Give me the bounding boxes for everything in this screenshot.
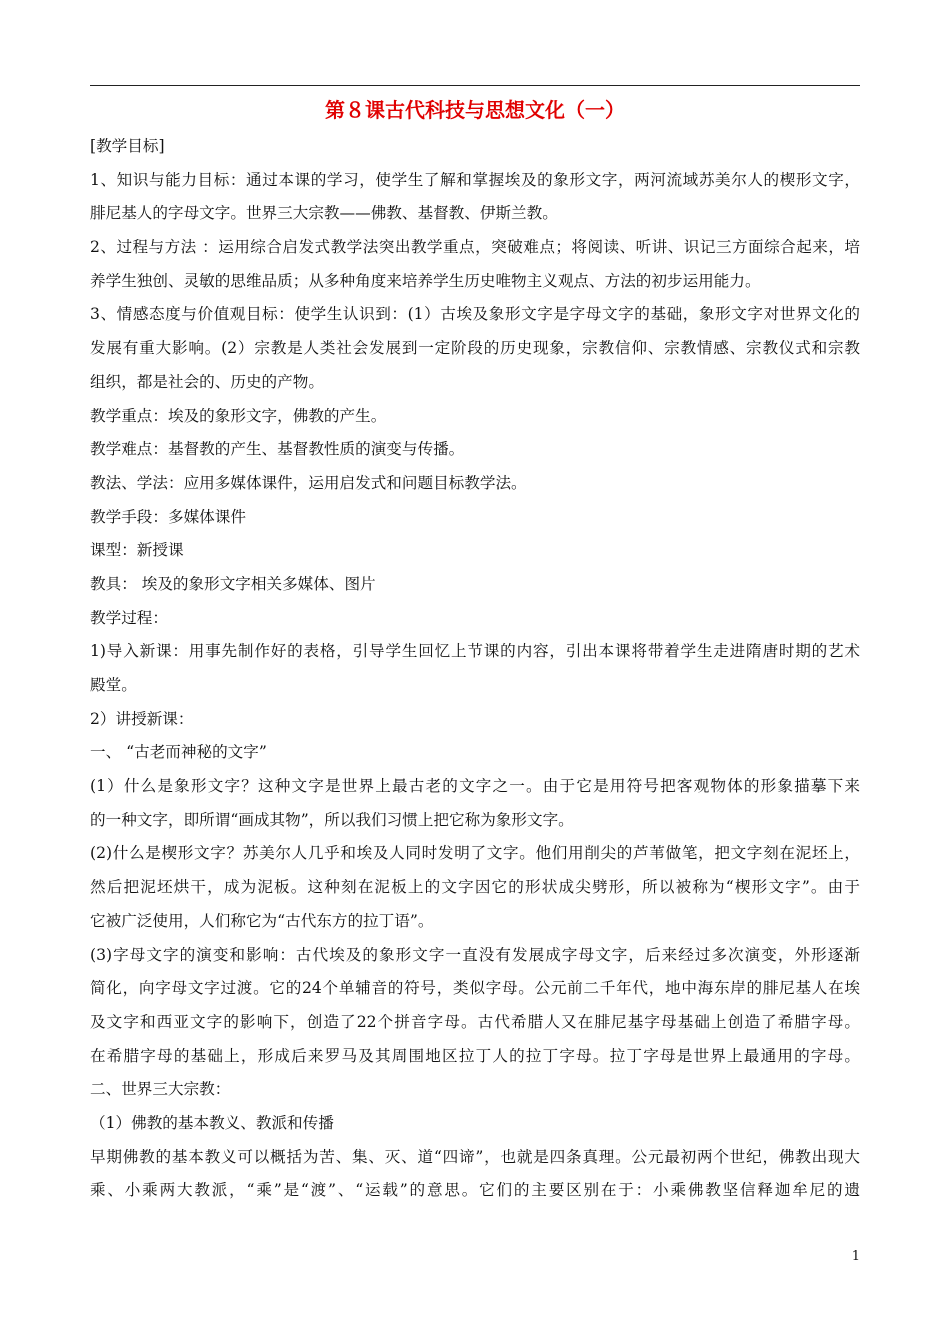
text-line: 2）讲授新课： <box>90 709 194 728</box>
text-line: [教学目标] <box>90 137 165 155</box>
text-line: 殿堂。 <box>90 676 137 694</box>
text-line: (2)什么是楔形文字？苏美尔人几乎和埃及人同时发明了文字。他们用削尖的芦苇做笔，把文字刻在泥坯上， <box>90 844 860 863</box>
text-line: 简化，向字母文字过渡。它的24个单辅音的符号，类似字母。公元前二千年代，地中海东岸的腓尼基人在埃 <box>90 979 860 998</box>
text-line: (1）什么是象形文字？这种文字是世界上最古老的文字之一。由于它是用符号把客观物体的形象描摹下来 <box>90 777 860 796</box>
text-line: 腓尼基人的字母文字。世界三大宗教——佛教、基督教、伊斯兰教。 <box>90 204 558 223</box>
text-line: 教学手段：多媒体课件 <box>90 507 246 526</box>
text-line: 一、 “古老而神秘的文字” <box>90 743 267 762</box>
text-line: 教学难点：基督教的产生、基督教性质的演变与传播。 <box>90 440 465 459</box>
page-number: 1 <box>851 1249 860 1264</box>
text-line: 乘、小乘两大教派，“乘”是“渡”、“运载”的意思。它们的主要区别在于：小乘佛教坚信释迦牟尼的遗 <box>90 1181 860 1200</box>
text-line: 1)导入新课：用事先制作好的表格，引导学生回忆上节课的内容，引出本课将带着学生走进隋唐时期的艺术 <box>90 642 860 661</box>
text-line: 3、情感态度与价值观目标：使学生认识到：(1）古埃及象形文字是字母文字的基础，象形文字对世界文化的 <box>90 305 860 324</box>
text-line: 二、世界三大宗教： <box>90 1080 231 1099</box>
text-line: 然后把泥坯烘干，成为泥板。这种刻在泥板上的文字因它的形状成尖劈形，所以被称为“楔形文字”。由于 <box>90 878 860 897</box>
text-line: 1、知识与能力目标：通过本课的学习，使学生了解和掌握埃及的象形文字，两河流域苏美尔人的楔形文字， <box>90 170 860 189</box>
text-line: （1）佛教的基本教义、教派和传播 <box>90 1113 334 1132</box>
text-line: 在希腊字母的基础上，形成后来罗马及其周围地区拉丁人的拉丁字母。拉丁字母是世界上最通用的字母。 <box>90 1046 860 1065</box>
text-line: 的一种文字，即所谓“画成其物”，所以我们习惯上把它称为象形文字。 <box>90 810 574 829</box>
text-line: 教法、学法：应用多媒体课件，运用启发式和问题目标教学法。 <box>90 473 527 492</box>
text-line: 早期佛教的基本教义可以概括为苦、集、灭、道“四谛”，也就是四条真理。公元最初两个世纪，佛教出现大 <box>90 1147 860 1166</box>
text-line: 教学重点：埃及的象形文字，佛教的产生。 <box>90 406 387 425</box>
text-line: 及文字和西亚文字的影响下，创造了22个拼音字母。古代希腊人又在腓尼基字母基础上创造了希腊字母。 <box>90 1012 860 1031</box>
text-line: 2、过程与方法 ：运用综合启发式教学法突出教学重点，突破难点；将阅读、听讲、识记三方面综合起来，培 <box>90 238 860 257</box>
text-line: (3)字母文字的演变和影响：古代埃及的象形文字一直没有发展成字母文字，后来经过多次演变，外形逐渐 <box>90 945 860 964</box>
text-line: 它被广泛使用，人们称它为“古代东方的拉丁语”。 <box>90 911 434 930</box>
document-body <box>90 130 860 1208</box>
text-line: 教学过程： <box>90 608 168 627</box>
lesson-title: 第８课古代科技与思想文化（一） <box>325 98 625 122</box>
text-line: 组织，都是社会的、历史的产物。 <box>90 372 324 391</box>
text-line: 养学生独创、灵敏的思维品质；从多种角度来培养学生历史唯物主义观点、方法的初步运用能力。 <box>90 271 761 290</box>
text-line: 发展有重大影响。(2）宗教是人类社会发展到一定阶段的历史现象，宗教信仰、宗教情感、宗教仪式和宗教 <box>90 339 860 358</box>
header-rule <box>90 85 860 86</box>
text-line: 教具： 埃及的象形文字相关多媒体、图片 <box>90 574 376 593</box>
text-line: 课型：新授课 <box>90 541 184 560</box>
